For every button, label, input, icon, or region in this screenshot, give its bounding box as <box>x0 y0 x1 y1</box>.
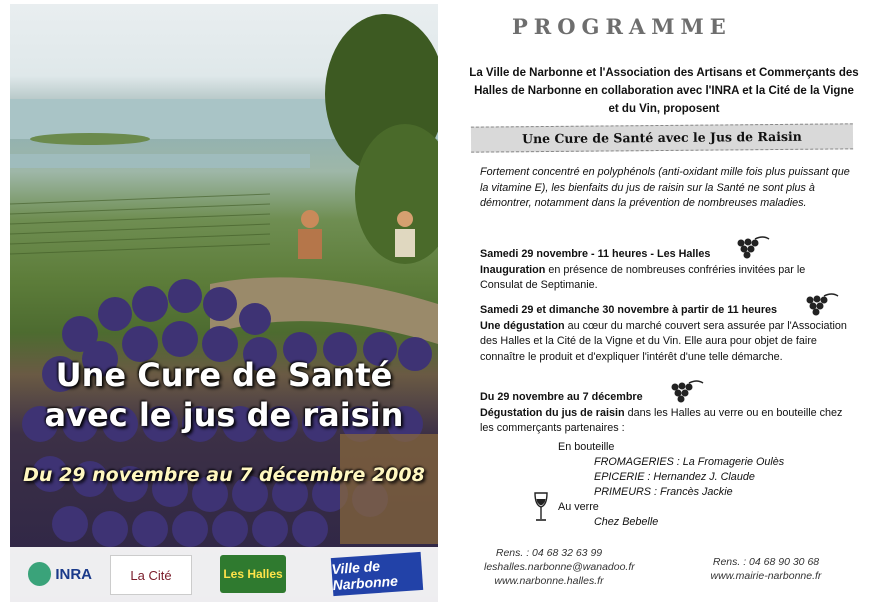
poster-image <box>10 4 438 602</box>
event-title: Inauguration <box>480 263 546 276</box>
partner-item: Chez Bebelle <box>594 516 659 528</box>
glass-heading: Au verre <box>558 501 599 513</box>
event-details: dans les Halles au verre ou en bouteille chez les commerçants partenaires : <box>480 406 843 434</box>
partner-item: EPICERIE : Hernandez J. Claude <box>594 471 755 483</box>
wine-glass-icon <box>533 491 549 523</box>
poster-title-line2: avec le jus de raisin <box>44 396 404 434</box>
partner-item: PRIMEURS : Francès Jackie <box>594 486 733 498</box>
grape-icon <box>669 379 705 405</box>
contact-halles <box>484 546 635 588</box>
contact-phone: Rens. : 04 68 32 63 99 <box>495 547 603 559</box>
event-degustation-weekend <box>480 303 850 365</box>
poster-landscape-illustration <box>10 4 438 602</box>
event-title: Dégustation du jus de raisin <box>480 406 625 419</box>
contact-phone: Rens. : 04 68 90 30 68 <box>712 556 820 568</box>
event-date: Samedi 29 novembre - 11 heures - Les Halles <box>480 248 711 260</box>
contact-email[interactable]: leshalles.narbonne@wanadoo.fr <box>484 561 635 573</box>
cite-vigne-logo: La Cité <box>110 555 192 595</box>
contact-mairie <box>706 555 826 583</box>
event-degustation-jus <box>480 390 850 437</box>
programme-description: Fortement concentré en polyphénols (anti-oxidant mille fois plus puissant que la vitamine E), les bienfaits du jus de raisin sur la Santé ne sont plus à démontrer, notamment dans la prévention de nombreuses maladies. <box>480 166 850 209</box>
partner-logos <box>10 547 438 602</box>
contact-website[interactable]: www.narbonne.halles.fr <box>494 575 604 587</box>
event-inauguration <box>480 247 850 294</box>
event-date: Samedi 29 et dimanche 30 novembre à partir de 11 heures <box>480 304 778 316</box>
poster-title-line1: Une Cure de Santé <box>55 356 393 394</box>
grape-icon <box>804 292 840 318</box>
inra-globe-icon <box>28 562 51 586</box>
les-halles-logo: Les Halles <box>220 555 286 593</box>
bottle-heading: En bouteille <box>558 441 615 453</box>
event-title: Une dégustation <box>480 319 565 332</box>
partner-shops <box>558 440 784 530</box>
contact-website[interactable]: www.mairie-narbonne.fr <box>710 570 822 582</box>
programme-intro: La Ville de Narbonne et l'Association des Artisans et Commerçants des Halles de Narbonne en collaboration avec l'INRA et la Cité de la Vigne et du Vin, proposent <box>469 67 859 115</box>
poster-dates: Du 29 novembre au 7 décembre 2008 <box>23 464 425 486</box>
event-details: au cœur du marché couvert sera assurée par l'Association des Halles et la Cité de la Vigne et du Vin. Elle aura pour objet de faire connaître le produit et d'expliquer l'intérêt d'une telle démarche. <box>480 319 847 363</box>
programme-heading: PROGRAMME <box>512 14 732 39</box>
grape-icon <box>735 235 771 261</box>
programme-banner: Une Cure de Santé avec le Jus de Raisin <box>471 123 853 152</box>
inra-logo: INRA <box>28 555 92 593</box>
event-date: Du 29 novembre au 7 décembre <box>480 391 643 403</box>
ville-narbonne-logo: Ville de Narbonne <box>331 552 423 596</box>
event-details: en présence de nombreuses confréries invitées par le Consulat de Septimanie. <box>480 263 806 291</box>
partner-item: FROMAGERIES : La Fromagerie Oulès <box>594 456 785 468</box>
